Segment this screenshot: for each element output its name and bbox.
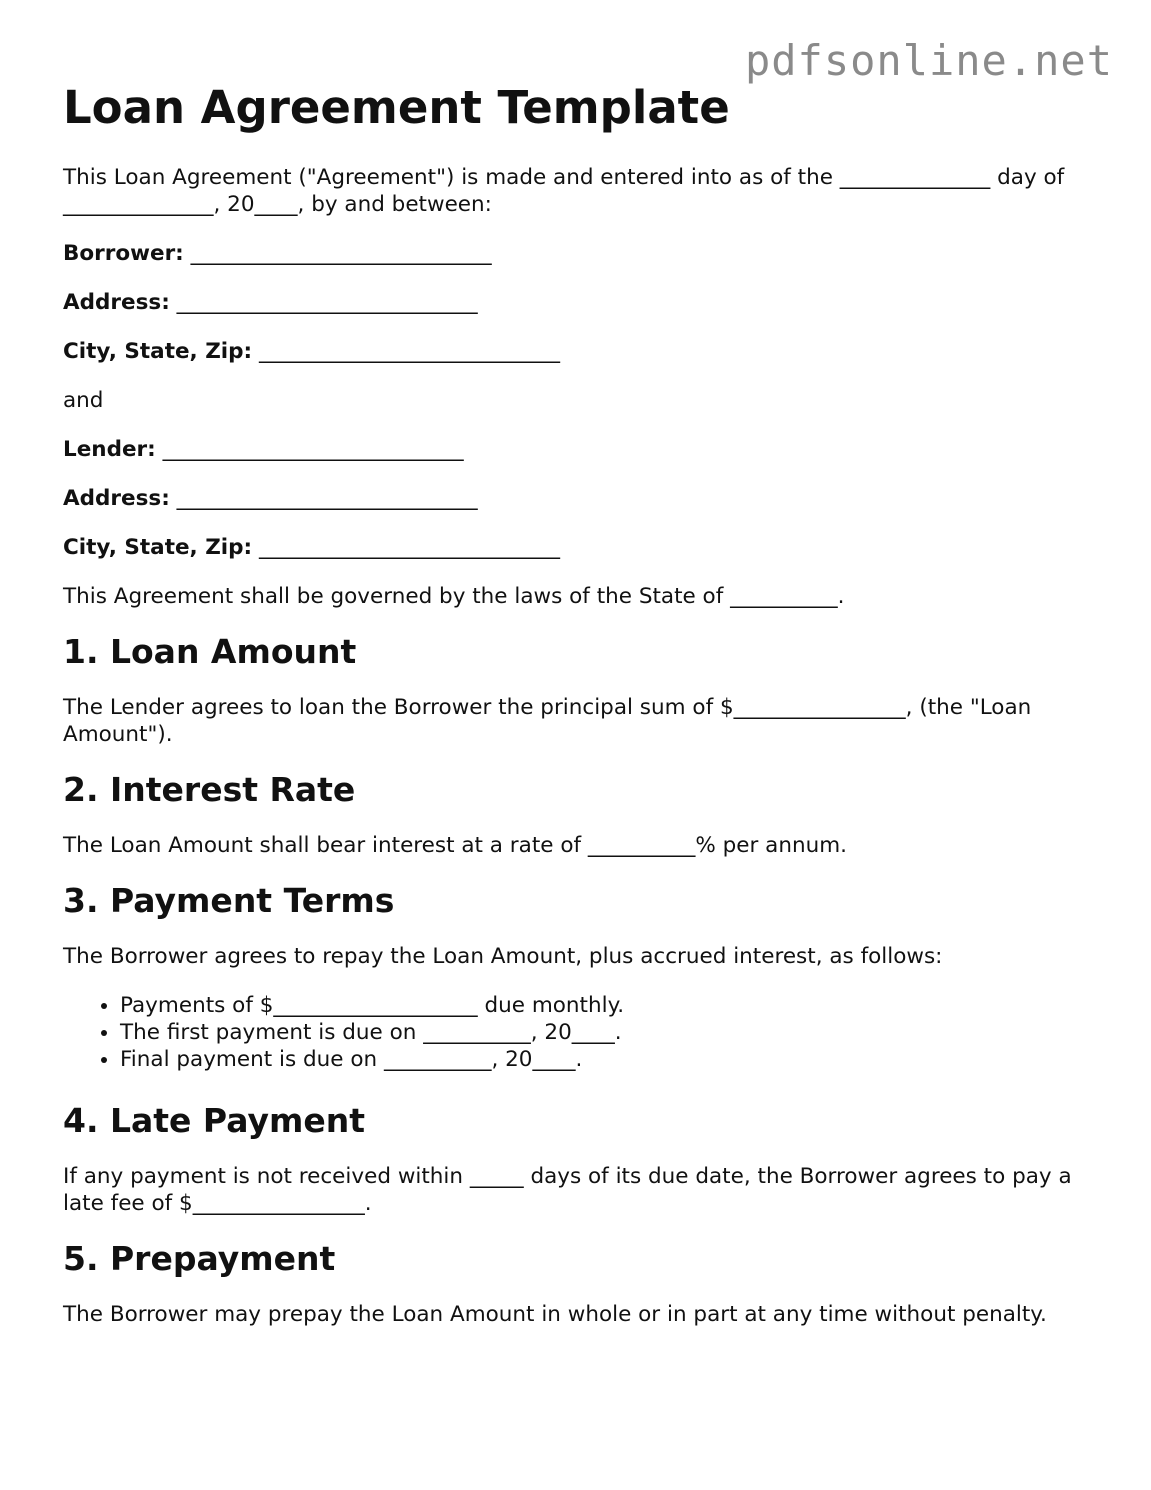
borrower-city-label: City, State, Zip: xyxy=(63,339,253,364)
lender-name-label: Lender: xyxy=(63,437,156,462)
section-heading-late-payment: 4. Late Payment xyxy=(63,1101,366,1140)
lender-name-field xyxy=(63,436,1093,463)
document-page xyxy=(63,78,1093,1350)
governing-law-text: This Agreement shall be governed by the laws of the State of __________. xyxy=(63,584,845,609)
borrower-city-blank[interactable]: ____________________________ xyxy=(259,339,560,364)
section-text-late-payment: If any payment is not received within _____ days of its due date, the Borrower agrees to pay a late fee of $________________. xyxy=(63,1164,1072,1216)
payment-terms-list xyxy=(63,992,1093,1073)
lender-city-field xyxy=(63,534,1093,561)
borrower-name-field xyxy=(63,240,1093,267)
borrower-address-blank[interactable]: ____________________________ xyxy=(176,290,478,315)
borrower-name-label: Borrower: xyxy=(63,241,184,266)
borrower-city-field xyxy=(63,338,1093,365)
lender-address-blank[interactable]: ____________________________ xyxy=(176,486,478,511)
section-heading-prepayment: 5. Prepayment xyxy=(63,1239,336,1278)
borrower-address-field xyxy=(63,289,1093,316)
borrower-address-label: Address: xyxy=(63,290,170,315)
and-text: and xyxy=(63,388,104,413)
lender-city-blank[interactable]: ____________________________ xyxy=(259,535,560,560)
borrower-name-blank[interactable]: ____________________________ xyxy=(190,241,492,266)
section-heading-payment-terms: 3. Payment Terms xyxy=(63,881,395,920)
intro-paragraph: This Loan Agreement ("Agreement") is made and entered into as of the ______________ day of ______________, 20____, by and between: xyxy=(63,165,1065,217)
document-title: Loan Agreement Template xyxy=(63,81,730,134)
section-text-prepayment: The Borrower may prepay the Loan Amount in whole or in part at any time without penalty. xyxy=(63,1302,1047,1327)
list-item: • The first payment is due on __________, 20____. xyxy=(120,1019,1093,1046)
section-heading-loan-amount: 1. Loan Amount xyxy=(63,632,357,671)
section-text-payment-terms: The Borrower agrees to repay the Loan Amount, plus accrued interest, as follows: xyxy=(63,944,943,969)
lender-name-blank[interactable]: ____________________________ xyxy=(162,437,464,462)
lender-address-label: Address: xyxy=(63,486,170,511)
lender-address-field xyxy=(63,485,1093,512)
list-item: • Final payment is due on __________, 20____. xyxy=(120,1046,1093,1073)
lender-city-label: City, State, Zip: xyxy=(63,535,253,560)
section-text-interest-rate: The Loan Amount shall bear interest at a rate of __________% per annum. xyxy=(63,833,848,858)
section-heading-interest-rate: 2. Interest Rate xyxy=(63,770,356,809)
list-item: • Payments of $___________________ due monthly. xyxy=(120,992,1093,1019)
watermark: pdfsonline.net xyxy=(744,36,1113,85)
section-text-loan-amount: The Lender agrees to loan the Borrower the principal sum of $________________, (the "Loan Amount"). xyxy=(63,695,1032,747)
